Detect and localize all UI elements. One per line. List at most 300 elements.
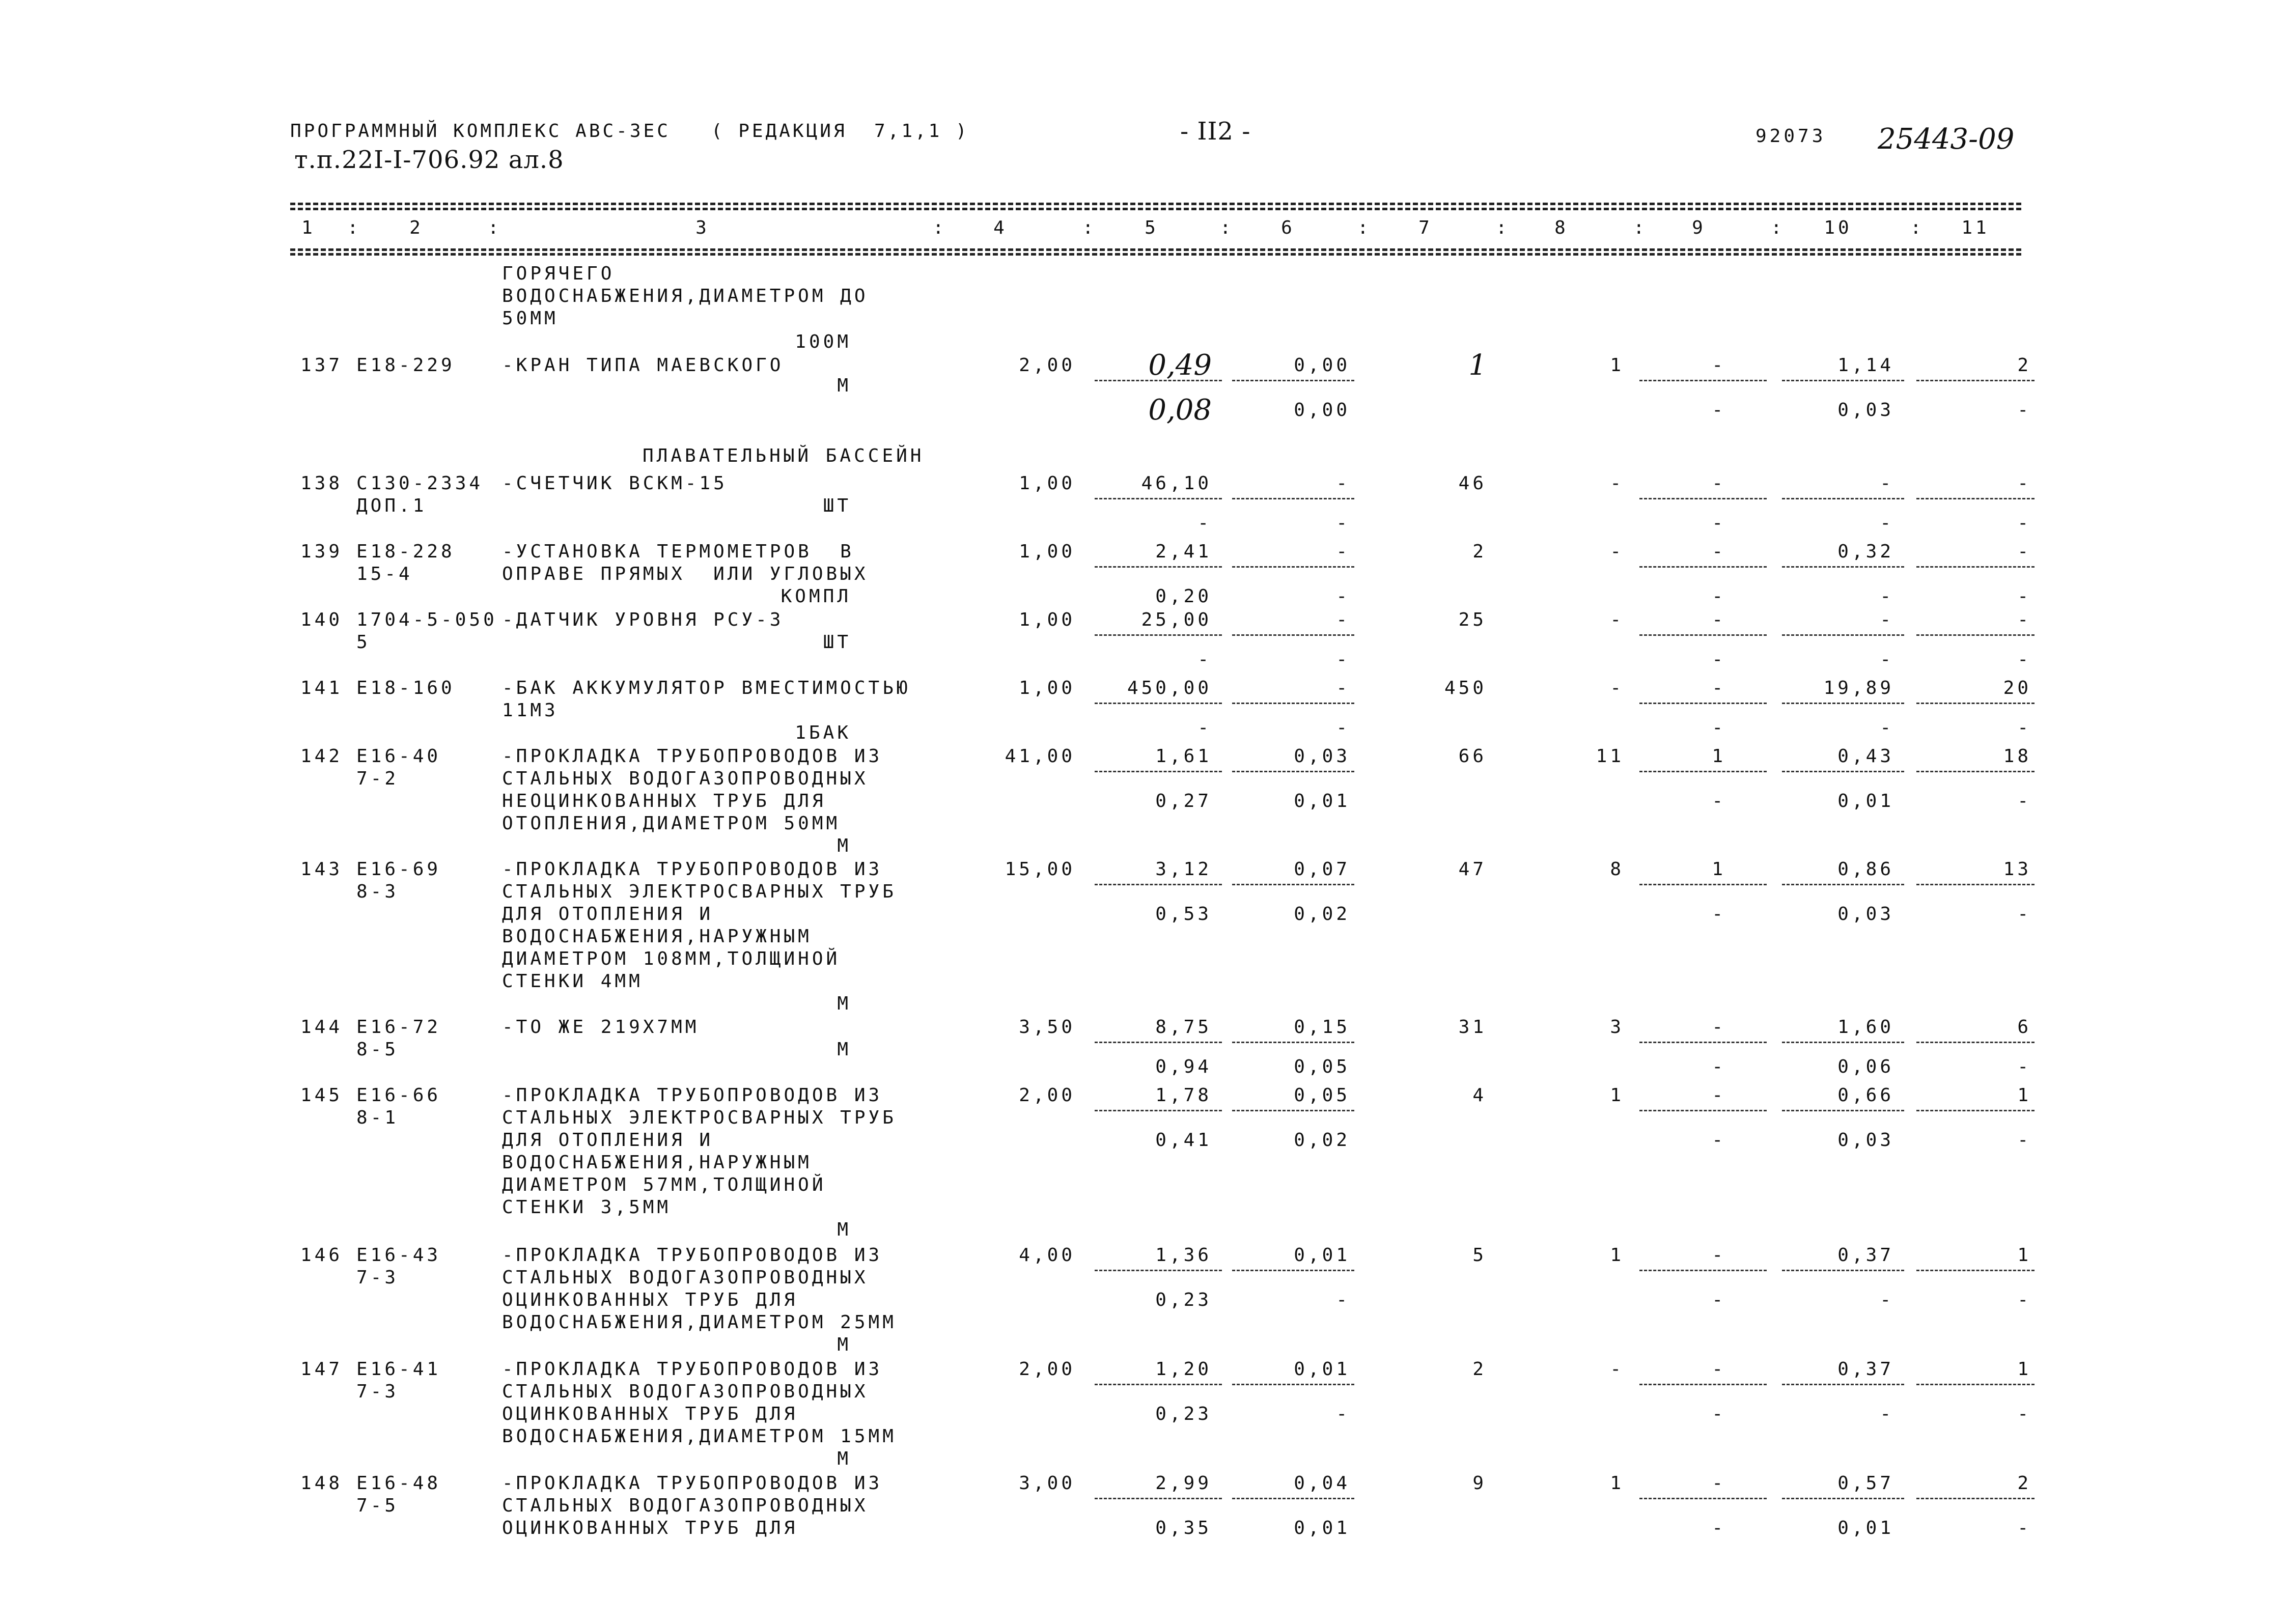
quantity-cell: 2,00 — [1019, 355, 1075, 376]
quantity-cell: 2,00 — [1019, 1359, 1075, 1380]
labour-sub-cell: - — [1712, 1130, 1726, 1151]
row-code: 1704-5-050 — [356, 609, 497, 630]
row-code: Е16-48 — [356, 1473, 441, 1494]
overhead-cell: - — [2017, 473, 2031, 494]
value-rule — [1095, 703, 1222, 704]
row-number: 137 — [300, 355, 343, 376]
value-rule — [1095, 884, 1222, 885]
value-rule — [1232, 1110, 1354, 1111]
labour-sub-cell: - — [1712, 586, 1726, 607]
row-number: 144 — [300, 1017, 343, 1038]
row-unit: КОМПЛ — [781, 586, 851, 607]
row-unit: ШТ — [823, 495, 851, 516]
unit-cost-sub-cell: 0,20 — [1155, 586, 1212, 607]
column-separator: : — [1633, 217, 1648, 238]
value-rule — [1782, 1110, 1904, 1111]
value-rule — [1232, 884, 1354, 885]
quantity-cell: 3,00 — [1019, 1473, 1075, 1494]
row-description: ВОДОСНАБЖЕНИЯ,ДИАМЕТРОМ ДО — [502, 286, 869, 306]
column-header-9: 9 — [1692, 217, 1706, 238]
column-header-2: 2 — [409, 217, 424, 238]
row-number: 145 — [300, 1085, 343, 1106]
row-code: Е18-160 — [356, 678, 455, 698]
labour-total-cell: 0,37 — [1837, 1359, 1894, 1380]
labour-total-cell: 0,32 — [1837, 541, 1894, 562]
value-rule — [1639, 703, 1767, 704]
row-description: СТАЛЬНЫХ ВОДОГАЗОПРОВОДНЫХ — [502, 1381, 869, 1402]
unit-cost-cell: 1,78 — [1155, 1085, 1212, 1106]
value-rule — [1232, 771, 1354, 772]
labour-cell: - — [1712, 1085, 1726, 1106]
wage-cell: - — [1610, 609, 1624, 630]
value-rule — [1232, 1042, 1354, 1043]
value-rule — [1095, 380, 1222, 381]
labour-cell: - — [1712, 473, 1726, 494]
labour-total-cell: 0,37 — [1837, 1245, 1894, 1266]
row-number: 138 — [300, 473, 343, 494]
row-number: 139 — [300, 541, 343, 562]
machine-cost-cell: 0,00 — [1294, 355, 1350, 376]
row-unit: ШТ — [823, 632, 851, 653]
row-description: ВОДОСНАБЖЕНИЯ,ДИАМЕТРОМ 25ММ — [502, 1312, 897, 1333]
total-cost-cell: 31 — [1458, 1017, 1487, 1038]
column-separator: : — [347, 217, 361, 238]
unit-cost-cell: 450,00 — [1127, 678, 1212, 698]
labour-cell: - — [1712, 541, 1726, 562]
machine-cost-sub-cell: - — [1336, 1290, 1350, 1310]
row-description: ОЦИНКОВАННЫХ ТРУБ ДЛЯ — [502, 1290, 798, 1310]
machine-cost-sub-cell: 0,01 — [1294, 791, 1350, 811]
labour-sub-cell: - — [1712, 791, 1726, 811]
machine-cost-cell: - — [1336, 473, 1350, 494]
value-rule — [1916, 1498, 2035, 1499]
row-unit: М — [837, 375, 851, 396]
row-description: -ПРОКЛАДКА ТРУБОПРОВОДОВ ИЗ — [502, 859, 883, 880]
machine-cost-cell: 0,01 — [1294, 1245, 1350, 1266]
overhead-cell: 2 — [2017, 1473, 2031, 1494]
machine-cost-sub-cell: - — [1336, 649, 1350, 670]
value-rule — [1782, 1042, 1904, 1043]
machine-cost-sub-cell: - — [1336, 1404, 1350, 1424]
row-description: ОТОПЛЕНИЯ,ДИАМЕТРОМ 50ММ — [502, 813, 841, 834]
total-cost-cell: 9 — [1472, 1473, 1487, 1494]
row-code: Е16-43 — [356, 1245, 441, 1266]
unit-cost-cell: 1,61 — [1155, 746, 1212, 767]
overhead-sub-cell: - — [2017, 1518, 2031, 1538]
labour-total-sub-cell: - — [1880, 1404, 1894, 1424]
column-header-7: 7 — [1418, 217, 1433, 238]
wage-cell: 3 — [1610, 1017, 1624, 1038]
row-description: СТЕНКИ 3,5ММ — [502, 1197, 672, 1218]
overhead-cell: - — [2017, 541, 2031, 562]
value-rule — [1782, 566, 1904, 568]
row-description: -ПРОКЛАДКА ТРУБОПРОВОДОВ ИЗ — [502, 1359, 883, 1380]
labour-total-cell: 0,66 — [1837, 1085, 1894, 1106]
overhead-sub-cell: - — [2017, 1290, 2031, 1310]
quantity-cell: 2,00 — [1019, 1085, 1075, 1106]
row-description: -КРАН ТИПА МАЕВСКОГО — [502, 355, 784, 376]
value-rule — [1095, 1498, 1222, 1499]
overhead-sub-cell: - — [2017, 791, 2031, 811]
labour-sub-cell: - — [1712, 400, 1726, 421]
wage-cell: - — [1610, 678, 1624, 698]
machine-cost-sub-cell: 0,01 — [1294, 1518, 1350, 1538]
machine-cost-cell: 0,15 — [1294, 1017, 1350, 1038]
unit-cost-sub-cell: 0,53 — [1155, 904, 1212, 925]
labour-total-sub-cell: - — [1880, 513, 1894, 534]
machine-cost-sub-cell: 0,00 — [1294, 400, 1350, 421]
labour-total-sub-cell: 0,01 — [1837, 791, 1894, 811]
row-unit: М — [837, 835, 851, 856]
unit-cost-cell: 2,99 — [1155, 1473, 1212, 1494]
value-rule — [1095, 498, 1222, 499]
row-description: ОПРАВЕ ПРЯМЫХ ИЛИ УГЛОВЫХ — [502, 564, 869, 584]
overhead-cell: 6 — [2017, 1017, 2031, 1038]
overhead-sub-cell: - — [2017, 1404, 2031, 1424]
labour-total-sub-cell: 0,03 — [1837, 904, 1894, 925]
value-rule — [1232, 703, 1354, 704]
total-cost-cell: 25 — [1458, 609, 1487, 630]
total-cost-cell: 2 — [1472, 541, 1487, 562]
row-description: -ДАТЧИК УРОВНЯ РСУ-3 — [502, 609, 784, 630]
labour-total-cell: 0,86 — [1837, 859, 1894, 880]
machine-cost-cell: - — [1336, 678, 1350, 698]
row-description: ВОДОСНАБЖЕНИЯ,НАРУЖНЫМ — [502, 926, 812, 947]
project-reference: т.п.22I-I-706.92 ал.8 — [294, 146, 564, 174]
overhead-cell: 20 — [2003, 678, 2031, 698]
column-header-4: 4 — [993, 217, 1008, 238]
machine-cost-cell: 0,04 — [1294, 1473, 1350, 1494]
value-rule — [1232, 566, 1354, 568]
column-separator: : — [1910, 217, 1925, 238]
unit-cost-cell: 1,20 — [1155, 1359, 1212, 1380]
value-rule — [1916, 703, 2035, 704]
labour-total-cell: - — [1880, 609, 1894, 630]
total-cost-cell: 1 — [1468, 349, 1487, 382]
value-rule — [1639, 884, 1767, 885]
value-rule — [1916, 1110, 2035, 1111]
row-code: Е16-72 — [356, 1017, 441, 1038]
machine-cost-sub-cell: 0,02 — [1294, 904, 1350, 925]
document-code: 92073 — [1755, 126, 1826, 147]
value-rule — [1095, 1384, 1222, 1385]
row-unit: М — [837, 1334, 851, 1355]
machine-cost-cell: - — [1336, 541, 1350, 562]
labour-sub-cell: - — [1712, 513, 1726, 534]
row-number: 147 — [300, 1359, 343, 1380]
unit-cost-sub-cell: 0,23 — [1155, 1290, 1212, 1310]
row-unit: М — [837, 1448, 851, 1469]
column-separator: : — [1771, 217, 1785, 238]
value-rule — [1916, 1042, 2035, 1043]
value-rule — [1095, 1270, 1222, 1271]
row-code: 8-1 — [356, 1107, 399, 1128]
unit-cost-cell: 25,00 — [1141, 609, 1212, 630]
unit-cost-sub-cell: 0,35 — [1155, 1518, 1212, 1538]
labour-cell: - — [1712, 1473, 1726, 1494]
unit-cost-sub-cell: 0,08 — [1148, 394, 1212, 427]
unit-cost-cell: 8,75 — [1155, 1017, 1212, 1038]
column-header-6: 6 — [1281, 217, 1295, 238]
value-rule — [1639, 1110, 1767, 1111]
value-rule — [1782, 771, 1904, 772]
machine-cost-sub-cell: 0,05 — [1294, 1056, 1350, 1077]
column-header-3: 3 — [695, 217, 710, 238]
overhead-sub-cell: - — [2017, 513, 2031, 534]
unit-cost-cell: 2,41 — [1155, 541, 1212, 562]
labour-total-sub-cell: 0,03 — [1837, 1130, 1894, 1151]
value-rule — [1916, 1384, 2035, 1385]
row-code: Е18-228 — [356, 541, 455, 562]
labour-cell: - — [1712, 1359, 1726, 1380]
quantity-cell: 4,00 — [1019, 1245, 1075, 1266]
labour-sub-cell: - — [1712, 649, 1726, 670]
quantity-cell: 3,50 — [1019, 1017, 1075, 1038]
labour-total-sub-cell: 0,03 — [1837, 400, 1894, 421]
row-description: ДЛЯ ОТОПЛЕНИЯ И — [502, 904, 714, 925]
value-rule — [1232, 380, 1354, 381]
machine-cost-cell: 0,07 — [1294, 859, 1350, 880]
table-top-rule — [290, 203, 2021, 205]
value-rule — [1639, 771, 1767, 772]
labour-sub-cell: - — [1712, 1056, 1726, 1077]
program-header: ПРОГРАММНЫЙ КОМПЛЕКС АВС-3ЕС ( РЕДАКЦИЯ 7,1,1 ) — [290, 121, 969, 142]
value-rule — [1639, 634, 1767, 636]
row-description: СТАЛЬНЫХ ЭЛЕКТРОСВАРНЫХ ТРУБ — [502, 1107, 897, 1128]
row-code: Е18-229 — [356, 355, 455, 376]
overhead-cell: - — [2017, 609, 2031, 630]
row-code: 8-3 — [356, 881, 399, 902]
row-description: ВОДОСНАБЖЕНИЯ,НАРУЖНЫМ — [502, 1152, 812, 1173]
row-code: 7-3 — [356, 1267, 399, 1288]
value-rule — [1639, 566, 1767, 568]
row-code: Е16-69 — [356, 859, 441, 880]
labour-total-cell: 19,89 — [1823, 678, 1894, 698]
row-number: 141 — [300, 678, 343, 698]
row-code: 7-3 — [356, 1381, 399, 1402]
value-rule — [1916, 566, 2035, 568]
row-number: 140 — [300, 609, 343, 630]
wage-cell: 1 — [1610, 1245, 1624, 1266]
unit-cost-sub-cell: 0,94 — [1155, 1056, 1212, 1077]
wage-cell: 1 — [1610, 1473, 1624, 1494]
row-description: ВОДОСНАБЖЕНИЯ,ДИАМЕТРОМ 15ММ — [502, 1426, 897, 1447]
row-code: 5 — [356, 632, 371, 653]
labour-total-cell: 0,43 — [1837, 746, 1894, 767]
unit-cost-sub-cell: - — [1197, 513, 1212, 534]
labour-sub-cell: - — [1712, 904, 1726, 925]
value-rule — [1639, 380, 1767, 381]
value-rule — [1232, 498, 1354, 499]
table-top-rule-2 — [290, 208, 2021, 210]
row-description: 50ММ — [502, 308, 559, 329]
row-number: 142 — [300, 746, 343, 767]
machine-cost-sub-cell: 0,02 — [1294, 1130, 1350, 1151]
row-description: -ПРОКЛАДКА ТРУБОПРОВОДОВ ИЗ — [502, 1085, 883, 1106]
overhead-sub-cell: - — [2017, 649, 2031, 670]
unit-cost-sub-cell: 0,23 — [1155, 1404, 1212, 1424]
total-cost-cell: 5 — [1472, 1245, 1487, 1266]
value-rule — [1232, 634, 1354, 636]
labour-total-sub-cell: 0,06 — [1837, 1056, 1894, 1077]
value-rule — [1782, 498, 1904, 499]
total-cost-cell: 46 — [1458, 473, 1487, 494]
value-rule — [1782, 1384, 1904, 1385]
row-description: -БАК АККУМУЛЯТОР ВМЕСТИМОСТЬЮ — [502, 678, 911, 698]
value-rule — [1916, 884, 2035, 885]
row-unit: 1БАК — [795, 722, 851, 743]
value-rule — [1639, 1498, 1767, 1499]
overhead-sub-cell: - — [2017, 1056, 2031, 1077]
row-unit: 100М — [795, 331, 851, 352]
unit-cost-sub-cell: 0,41 — [1155, 1130, 1212, 1151]
wage-cell: - — [1610, 541, 1624, 562]
value-rule — [1232, 1498, 1354, 1499]
overhead-sub-cell: - — [2017, 1130, 2031, 1151]
machine-cost-sub-cell: - — [1336, 586, 1350, 607]
row-unit: М — [837, 993, 851, 1014]
row-description: СТАЛЬНЫХ ЭЛЕКТРОСВАРНЫХ ТРУБ — [502, 881, 897, 902]
wage-cell: 1 — [1610, 355, 1624, 376]
column-header-1: 1 — [301, 217, 316, 238]
value-rule — [1916, 380, 2035, 381]
row-code: Е16-40 — [356, 746, 441, 767]
overhead-cell: 2 — [2017, 355, 2031, 376]
labour-total-cell: - — [1880, 473, 1894, 494]
row-description: СТАЛЬНЫХ ВОДОГАЗОПРОВОДНЫХ — [502, 768, 869, 789]
quantity-cell: 1,00 — [1019, 473, 1075, 494]
row-description: -ПРОКЛАДКА ТРУБОПРОВОДОВ ИЗ — [502, 1245, 883, 1266]
wage-cell: - — [1610, 1359, 1624, 1380]
wage-cell: 1 — [1610, 1085, 1624, 1106]
row-code: Е16-41 — [356, 1359, 441, 1380]
column-separator: : — [933, 217, 947, 238]
row-number: 146 — [300, 1245, 343, 1266]
row-description: ОЦИНКОВАННЫХ ТРУБ ДЛЯ — [502, 1404, 798, 1424]
quantity-cell: 1,00 — [1019, 609, 1075, 630]
labour-cell: 1 — [1712, 859, 1726, 880]
row-number: 143 — [300, 859, 343, 880]
total-cost-cell: 4 — [1472, 1085, 1487, 1106]
wage-cell: 8 — [1610, 859, 1624, 880]
unit-cost-sub-cell: 0,27 — [1155, 791, 1212, 811]
quantity-cell: 15,00 — [1005, 859, 1075, 880]
value-rule — [1916, 771, 2035, 772]
total-cost-cell: 450 — [1444, 678, 1487, 698]
labour-total-sub-cell: - — [1880, 1290, 1894, 1310]
labour-cell: - — [1712, 678, 1726, 698]
row-description: -ТО ЖЕ 219Х7ММ — [502, 1017, 700, 1038]
labour-cell: - — [1712, 355, 1726, 376]
row-description: ДЛЯ ОТОПЛЕНИЯ И — [502, 1130, 714, 1151]
section-title: ПЛАВАТЕЛЬНЫЙ БАССЕЙН — [643, 445, 925, 466]
row-code: 8-5 — [356, 1039, 399, 1060]
overhead-sub-cell: - — [2017, 904, 2031, 925]
row-code: 7-2 — [356, 768, 399, 789]
value-rule — [1782, 703, 1904, 704]
labour-cell: - — [1712, 609, 1726, 630]
column-header-11: 11 — [1961, 217, 1990, 238]
labour-total-cell: 1,60 — [1837, 1017, 1894, 1038]
total-cost-cell: 2 — [1472, 1359, 1487, 1380]
wage-cell: 11 — [1596, 746, 1624, 767]
column-header-10: 10 — [1824, 217, 1852, 238]
unit-cost-cell: 0,49 — [1148, 349, 1212, 382]
row-description: НЕОЦИНКОВАННЫХ ТРУБ ДЛЯ — [502, 791, 826, 811]
column-separator: : — [1082, 217, 1097, 238]
page-number: - II2 - — [1180, 117, 1251, 146]
row-description: ДИАМЕТРОМ 108ММ,ТОЛЩИНОЙ — [502, 948, 841, 969]
row-code: 7-5 — [356, 1495, 399, 1516]
row-code: 15-4 — [356, 564, 413, 584]
row-description: -ПРОКЛАДКА ТРУБОПРОВОДОВ ИЗ — [502, 746, 883, 767]
labour-total-sub-cell: - — [1880, 586, 1894, 607]
overhead-cell: 13 — [2003, 859, 2031, 880]
machine-cost-sub-cell: - — [1336, 717, 1350, 738]
value-rule — [1916, 498, 2035, 499]
value-rule — [1916, 1270, 2035, 1271]
machine-cost-sub-cell: - — [1336, 513, 1350, 534]
wage-cell: - — [1610, 473, 1624, 494]
row-description: СТЕНКИ 4ММ — [502, 971, 643, 992]
value-rule — [1095, 1042, 1222, 1043]
overhead-sub-cell: - — [2017, 400, 2031, 421]
quantity-cell: 1,00 — [1019, 541, 1075, 562]
unit-cost-sub-cell: - — [1197, 717, 1212, 738]
column-separator: : — [1496, 217, 1510, 238]
labour-total-sub-cell: - — [1880, 717, 1894, 738]
value-rule — [1639, 1270, 1767, 1271]
column-header-8: 8 — [1554, 217, 1569, 238]
overhead-cell: 1 — [2017, 1359, 2031, 1380]
value-rule — [1232, 1270, 1354, 1271]
value-rule — [1782, 1270, 1904, 1271]
total-cost-cell: 47 — [1458, 859, 1487, 880]
labour-cell: - — [1712, 1245, 1726, 1266]
handwritten-stamp: 25443-09 — [1878, 123, 2015, 156]
labour-total-cell: 1,14 — [1837, 355, 1894, 376]
total-cost-cell: 66 — [1458, 746, 1487, 767]
unit-cost-cell: 46,10 — [1141, 473, 1212, 494]
labour-total-cell: 0,57 — [1837, 1473, 1894, 1494]
row-description: СТАЛЬНЫХ ВОДОГАЗОПРОВОДНЫХ — [502, 1267, 869, 1288]
overhead-cell: 1 — [2017, 1085, 2031, 1106]
overhead-sub-cell: - — [2017, 586, 2031, 607]
machine-cost-cell: 0,01 — [1294, 1359, 1350, 1380]
unit-cost-cell: 3,12 — [1155, 859, 1212, 880]
row-unit: М — [837, 1039, 851, 1060]
overhead-cell: 1 — [2017, 1245, 2031, 1266]
row-description: СТАЛЬНЫХ ВОДОГАЗОПРОВОДНЫХ — [502, 1495, 869, 1516]
overhead-cell: 18 — [2003, 746, 2031, 767]
row-description: -ПРОКЛАДКА ТРУБОПРОВОДОВ ИЗ — [502, 1473, 883, 1494]
value-rule — [1095, 771, 1222, 772]
row-code: ДОП.1 — [356, 495, 427, 516]
value-rule — [1639, 1042, 1767, 1043]
table-header-rule — [290, 248, 2021, 251]
column-separator: : — [1357, 217, 1372, 238]
machine-cost-cell: 0,05 — [1294, 1085, 1350, 1106]
labour-sub-cell: - — [1712, 1518, 1726, 1538]
labour-sub-cell: - — [1712, 1290, 1726, 1310]
value-rule — [1782, 634, 1904, 636]
column-separator: : — [488, 217, 502, 238]
row-description: ОЦИНКОВАННЫХ ТРУБ ДЛЯ — [502, 1518, 798, 1538]
column-separator: : — [1220, 217, 1234, 238]
row-unit: М — [837, 1219, 851, 1240]
machine-cost-cell: - — [1336, 609, 1350, 630]
row-number: 148 — [300, 1473, 343, 1494]
